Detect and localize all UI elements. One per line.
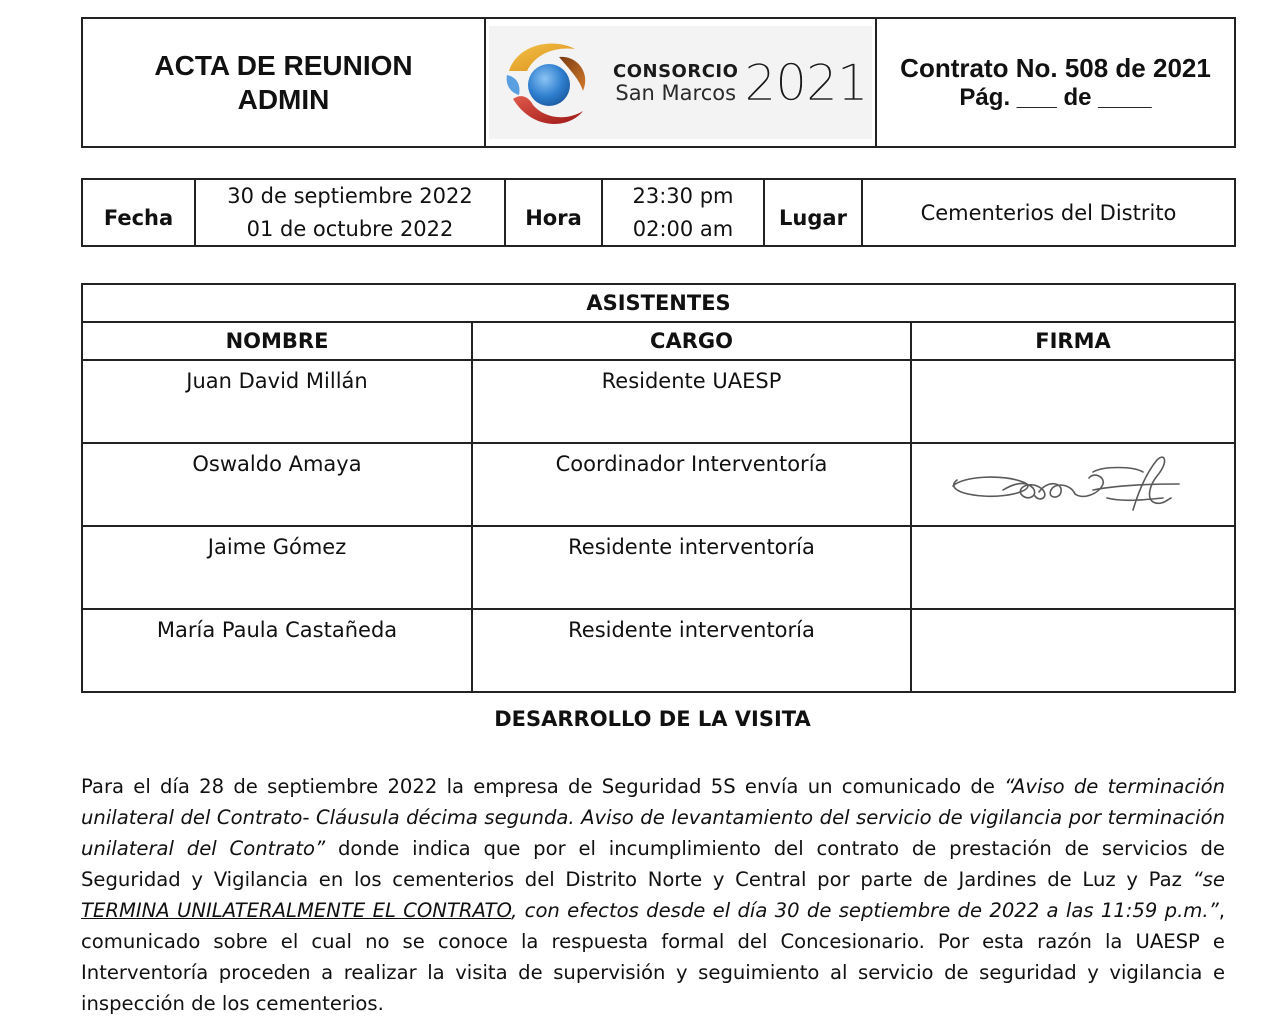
paragraph-text: donde indica que por el incumplimiento del contrato de prestación de servicios de Seguridad y Vigilancia en los cementerios del Distrito Norte y Central por parte de Jardines de Luz y Paz bbox=[81, 837, 1225, 891]
attendee-name: Oswaldo Amaya bbox=[82, 443, 472, 526]
title-line-2: ADMIN bbox=[237, 83, 330, 115]
table-row bbox=[82, 360, 1235, 443]
signature-cell bbox=[911, 609, 1235, 692]
col-nombre: NOMBRE bbox=[82, 322, 472, 360]
lugar-label: Lugar bbox=[765, 180, 863, 245]
table-row bbox=[82, 609, 1235, 692]
paragraph-text: Para el día 28 de septiembre 2022 la empresa de Seguridad 5S envía un comunicado de bbox=[81, 775, 1005, 798]
lugar-value: Cementerios del Distrito bbox=[920, 201, 1177, 225]
section-heading: DESARROLLO DE LA VISITA bbox=[494, 707, 811, 731]
fecha-line-1: 30 de septiembre 2022 bbox=[227, 183, 473, 208]
development-paragraph bbox=[81, 771, 1225, 1019]
handwritten-signature-icon bbox=[943, 450, 1203, 520]
document-header bbox=[81, 17, 1236, 148]
underlined-termination: TERMINA UNILATERALMENTE EL CONTRATO bbox=[81, 899, 512, 922]
paragraph-text: , comunicado sobre el cual no se conoce la respuesta formal del Concesionario. Por esta razón la UAESP e Interventoría proceden a realizar la visita de supervisión y seguimiento al servicio de seguridad y vigilancia e inspección de los cementerios. bbox=[81, 899, 1225, 1015]
consorcio-logo-icon bbox=[497, 33, 597, 133]
fecha-value bbox=[196, 180, 506, 245]
quote-rest: , con efectos desde el día 30 de septiembre de 2022 a las 11:59 p.m.” bbox=[511, 899, 1219, 922]
fecha-label: Fecha bbox=[83, 180, 196, 245]
col-firma: FIRMA bbox=[911, 322, 1235, 360]
logo-wordmark bbox=[613, 53, 868, 112]
meeting-info-row bbox=[81, 178, 1236, 247]
attendees-table bbox=[81, 283, 1236, 693]
hora-line-2: 02:00 am bbox=[632, 216, 734, 241]
attendee-name: Jaime Gómez bbox=[82, 526, 472, 609]
attendee-role: Coordinador Interventoría bbox=[472, 443, 911, 526]
attendee-role: Residente interventoría bbox=[472, 526, 911, 609]
contract-number: Contrato No. 508 de 2021 bbox=[900, 52, 1211, 83]
logo-cell bbox=[486, 19, 877, 146]
quoted-notice: “Aviso de terminación unilateral del Contrato- Cláusula décima segunda. Aviso de levantamiento del servicio de vigilancia por terminación unilateral del Contrato” bbox=[81, 775, 1225, 860]
contract-info bbox=[877, 19, 1234, 146]
col-cargo: CARGO bbox=[472, 322, 911, 360]
table-row bbox=[82, 443, 1235, 526]
document-title bbox=[83, 19, 486, 146]
attendee-name: Juan David Millán bbox=[82, 360, 472, 443]
hora-label: Hora bbox=[506, 180, 603, 245]
logo-year: 2021 bbox=[744, 53, 868, 112]
attendees-header-row bbox=[82, 322, 1235, 360]
table-row bbox=[82, 526, 1235, 609]
page-counter: Pág. ___ de ____ bbox=[959, 83, 1152, 111]
hora-line-1: 23:30 pm bbox=[632, 183, 734, 208]
logo-word-san-marcos: San Marcos bbox=[615, 80, 737, 105]
attendee-name: María Paula Castañeda bbox=[82, 609, 472, 692]
quote-open: “se bbox=[1192, 868, 1225, 891]
logo-word-consorcio: CONSORCIO bbox=[613, 60, 739, 82]
company-logo bbox=[489, 26, 872, 139]
hora-value bbox=[603, 180, 765, 245]
title-line-1: ACTA DE REUNION bbox=[154, 49, 413, 81]
signature-cell bbox=[911, 443, 1235, 526]
attendee-role: Residente interventoría bbox=[472, 609, 911, 692]
signature-cell bbox=[911, 360, 1235, 443]
signature-cell bbox=[911, 526, 1235, 609]
fecha-line-2: 01 de octubre 2022 bbox=[246, 216, 454, 241]
attendees-title: ASISTENTES bbox=[82, 284, 1235, 322]
attendee-role: Residente UAESP bbox=[472, 360, 911, 443]
